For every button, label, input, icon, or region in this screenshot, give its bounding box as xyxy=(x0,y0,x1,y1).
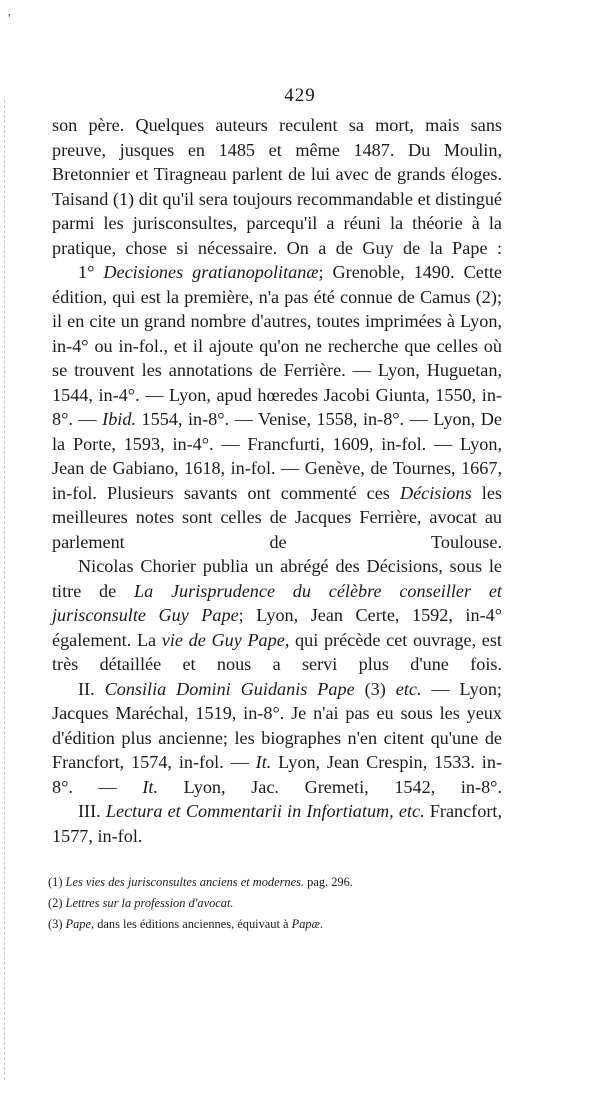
text-span: (3) xyxy=(354,678,396,699)
text-span: Francfort, 1577, in-fol. xyxy=(52,801,502,846)
text-span: III. xyxy=(78,801,106,821)
paragraph-chorier xyxy=(52,554,502,677)
text-span: Lyon, Jean Crespin, 1533. in-8°. — xyxy=(52,752,502,797)
text-span: (3) xyxy=(48,917,66,931)
paragraph-consilia xyxy=(52,677,502,800)
text-span: 1554, in-8°. — Venise, 1558, in-8°. — Lyon, De la Porte, 1593, in-4°. — Francfurti, 1609, in-fol. — Lyon, Jean de Gabiano, 1618, in-fol. — Genève, de Tournes, 1667, in-fol. Plusieurs savants ont commenté ces xyxy=(52,409,502,503)
page-edge-line xyxy=(4,100,5,1080)
italic-text-span: vie de Guy Pape xyxy=(161,629,285,650)
text-span: . xyxy=(319,917,323,931)
body-text xyxy=(52,113,502,848)
italic-text-span: Consilia Domini Guidanis Pape xyxy=(104,678,355,699)
italic-text-span: Pape xyxy=(65,917,92,931)
text-span: ; Lyon, Jean Certe, 1592, in-4° également. La xyxy=(52,605,502,650)
text-span: 1° xyxy=(78,262,104,282)
footnotes xyxy=(48,872,518,935)
text-span: (1) xyxy=(48,875,66,889)
text-span: — Lyon; Jacques Maréchal, 1519, in-8°. Je n'ai pas eu sous les yeux d'édition plus ancienne; les biographes n'en citent qu'une de Francfort, 1574, in-fol. — xyxy=(52,678,502,772)
italic-text-span: It. xyxy=(142,776,159,797)
text-span: , qui précède cet ouvrage, est très détaillée et nous a servi plus d'une fois. xyxy=(52,629,502,674)
page-number: 429 xyxy=(284,85,316,106)
paragraph-lectura xyxy=(52,799,502,848)
italic-text-span: Décisions xyxy=(399,482,472,503)
footnote-1 xyxy=(48,872,518,893)
italic-text-span: It. xyxy=(255,752,272,772)
italic-text-span: Lettres sur la profession d'avocat. xyxy=(65,896,234,910)
text-span: Lyon, Jac. Gremeti, 1542, in-8°. xyxy=(158,776,502,797)
text-span: II. xyxy=(78,678,105,699)
italic-text-span: Decisiones gratianopolitanæ xyxy=(103,262,319,282)
footnote-2 xyxy=(48,893,518,914)
text-span: son père. Quelques auteurs reculent sa mort, mais sans preuve, jusques en 1485 et même 1487. Du Moulin, Bretonnier et Tiragneau parlent de lui avec de grands éloges. Taisand (1) dit qu'il sera toujours recommandable et distingué parmi les jurisconsultes, parcequ'il a réuni la théorie à la pratique, chose si nécessaire. On a de Guy de la Pape : xyxy=(52,115,502,258)
italic-text-span: Lectura et Commentarii in Infortiatum, etc. xyxy=(105,801,425,821)
text-span: Nicolas Chorier publia un abrégé des Décisions, sous le titre de xyxy=(52,556,502,601)
paragraph-decisiones xyxy=(52,260,502,554)
italic-text-span: Les vies des jurisconsultes anciens et modernes. xyxy=(65,875,305,889)
margin-mark: ' xyxy=(8,12,11,27)
italic-text-span: La Jurisprudence du célèbre conseiller et jurisconsulte Guy Pape xyxy=(52,580,502,625)
footnote-3 xyxy=(48,914,518,935)
text-span: les meilleures notes sont celles de Jacques Ferrière, avocat au parlement de Toulouse. xyxy=(52,482,502,552)
text-span: ; Grenoble, 1490. Cette édition, qui est la première, n'a pas été connue de Camus (2); il en cite un grand nombre d'autres, toutes imprimées à Lyon, in-4° ou in-fol., et il ajoute qu'on ne recherche que celles où se trouvent les annotations de Ferrière. — Lyon, Huguetan, 1544, in-4°. — Lyon, apud hœredes Jacobi Giunta, 1550, in-8°. — xyxy=(52,262,502,429)
text-span: (2) xyxy=(48,896,66,910)
italic-text-span: etc. xyxy=(395,678,422,699)
text-span: , dans les éditions anciennes, équivaut à xyxy=(91,917,292,931)
italic-text-span: Ibid. xyxy=(102,409,137,429)
paragraph-continuation xyxy=(52,113,502,260)
text-span: pag. 296. xyxy=(304,875,353,889)
italic-text-span: Papæ xyxy=(291,917,320,931)
